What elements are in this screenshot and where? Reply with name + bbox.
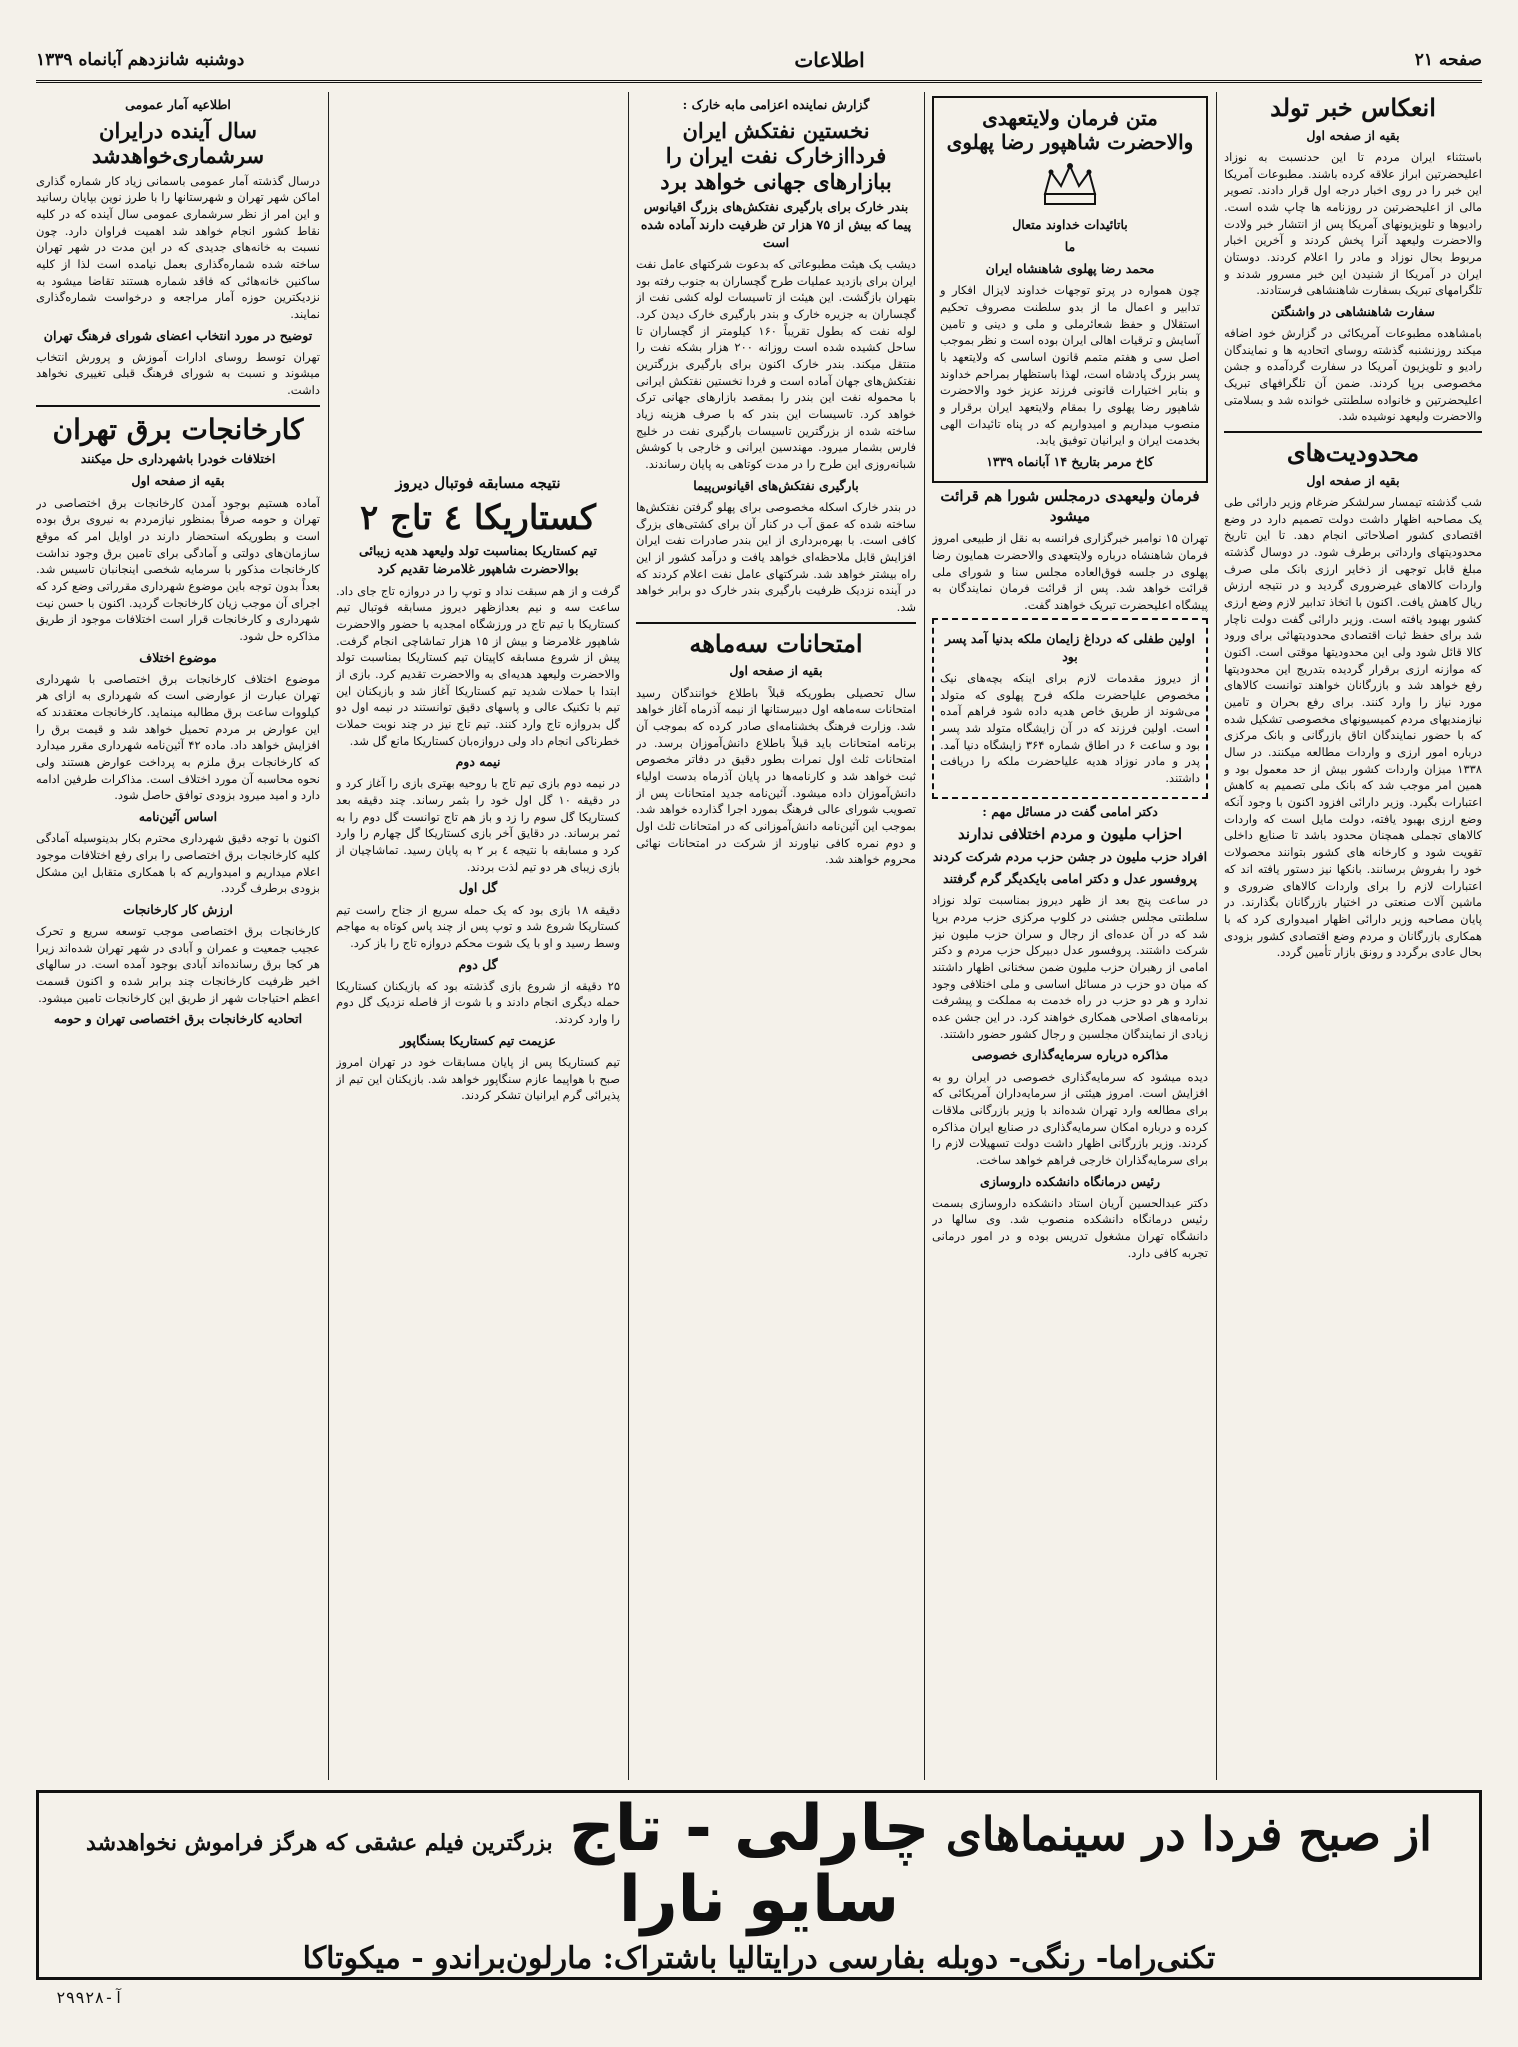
crown-emblem-icon	[1035, 158, 1105, 212]
kicker: گزارش نماینده اعزامی مابه خارک :	[682, 97, 870, 112]
subheading: بارگیری نفتکش‌های اقیانوس‌پیما	[693, 477, 859, 493]
subheading: ارزش کار کارخانجات	[123, 901, 233, 917]
article-body: بامشاهده مطبوعات آمریکائی در گزارش خود اضافه میکند روزنشنبه گذشته روسای اتحادیه ها و نمایندگان رادیو و تلویزیون آمریکا در سفارت گردآمده و جشن مخصوصی برپا کردند. ضمن آن تلگرافهای تبریک اعلیحضرتین و خانواده سلطنتی خوانده شد و بسلامتی والاحضرت ولیعهد نوشیده شد.	[1224, 326, 1482, 424]
article-body: در بندر خارک اسکله مخصوصی برای پهلو گرفتن نفتکش‌ها ساخته شده که عمق آب در کنار آن برای کشتی‌های بزرگ کافی است. با بهره‌برداری از این بندر صادرات نفت ایران افزایش قابل ملاحظه‌ای خواهد یافت و درآمد کشور از این راه بیشتر خواهد شد. شرکتهای عامل نفت اعلام کردند که در آینده نزدیک ظرفیت بارگیری بندر خارک دو برابر خواهد شد.	[636, 499, 916, 614]
box-title: اولین طفلی که درداغ زایمان ملکه بدنیا آمد پسر بود	[945, 630, 1195, 664]
article-title: انعکاس خبر تولد	[1270, 93, 1436, 122]
subheading: مذاکره درباره سرمایه‌گذاری خصوصی	[971, 1047, 1169, 1063]
divider	[1224, 431, 1482, 433]
score-headline: کستاریکا ٤ تاج ۲	[360, 497, 596, 538]
newspaper-name: اطلاعات	[794, 48, 865, 72]
invocation: باتائیدات خداوند متعال	[1012, 217, 1128, 232]
ad-film-title: سایو نارا	[618, 1862, 900, 1937]
column-rule	[924, 92, 925, 1780]
article-title: کارخانجات برق تهران	[52, 412, 304, 446]
ad-headline	[59, 1794, 1459, 1935]
column-rule	[1216, 92, 1217, 1780]
subheading: تیم کستاریکا بمناسبت تولد ولیعهد هدیه زیبائی بوالاحضرت شاهپور غلامرضا تقدیم کرد	[358, 543, 597, 577]
article-title: امتحانات سه‌ماهه	[689, 628, 863, 658]
article-body: درسال گذشته آمار عمومی باسمانی زیاد کار شماره گذاری اماکن شهر تهران و شهرستانها را با طرز نوین بپایان رسانید و این امر از نظر سرشماری عمومی سال آینده که در کلیه نقاط کشور انجام خواهد شد اهمیت فراوان دارد. چون نسبت به خانه‌های جدیدی که در این مدت در شهر تهران ساخته شده شماره‌گذاری بعمل نیامده است لذا از کلیه ساکنین خانه‌هائی که فاقد شماره هستند تقاضا میشود به نزدیکترین حوزه آمار مراجعه و درخواست شماره‌گذاری نمایند.	[36, 173, 320, 321]
page-number: صفحه ۲۱	[1414, 50, 1482, 70]
box-body: از دیروز مقدمات لازم برای اینکه بچه‌های نیک مخصوص علیاحضرت ملکه فرح پهلوی که متولد می‌شوند از طریق خاص هدیه داده شود فراهم آمده است. اولین فرزند که در آن زایشگاه متولد شد پسر بود و ساعت ۶ در اطاق شماره ۳۶۴ زایشگاه دنیا آمد. پدر و مادر نوزاد هدیه علیاحضرت ملکه را دریافت داشتند.	[940, 670, 1200, 785]
subheading: پروفسور عدل و دکتر امامی بایکدیگر گرم گرفتند	[943, 871, 1197, 887]
column-birth-news	[1224, 92, 1482, 1780]
subheading: موضوع اختلاف	[139, 649, 217, 665]
page-header	[36, 40, 1482, 83]
ad-cinemas: چارلی - تاج	[568, 1792, 930, 1867]
article-body: اکنون با توجه دقیق شهرداری محترم بکار بدینوسیله آمادگی کلیه کارخانجات برق اختصاصی را برای رفع اختلافات موجود اعلام میداریم و امیدواریم که با همکاری متقابل این مشکل بزودی برطرف گردد.	[36, 831, 320, 896]
article-body: تیم کستاریکا پس از پایان مسابقات خود در تهران امروز صبح با هواپیما عازم سنگاپور خواهد شد. بازیکنان این تیم از پذیرائی گرم ایرانیان تشکر کردند.	[336, 1054, 620, 1103]
column-decree	[932, 92, 1208, 1780]
divider	[636, 622, 916, 624]
subheading: گل دوم	[458, 956, 498, 972]
article-body: دقیقه ۱۸ بازی بود که یک حمله سریع از جناح راست تیم کستاریکا شروع شد و توپ پس از چند پاس کوتاه به مهاجم وسط رسید و او با یک شوت محکم دروازه تاج را باز کرد.	[336, 902, 620, 950]
article-body: آماده هستیم بوجود آمدن کارخانجات برق اختصاصی در تهران و حومه صرفاً بمنظور نیازمردم به نیروی برق بوده است و بطوریکه استحضار دارند در اوایل امر که موقع سازمان‌های دولتی و آمادگی برای تامین برق وجود نداشت کارخانجات مذکور با سرمایه شخصی اینجانبان تاسیس شد. بعداً بدون توجه باین موضوع شهرداری مقرراتی وضع کرد که اجرای آن موجب زیان کارخانجات گردید. اکنون با حسن نیت شهرداری و کارخانجات قرار است اختلافات موجود از طریق مذاکره حل شود.	[36, 495, 320, 643]
ad-details: تکنی‌راما- رنگی- دوبله بفارسی درایتالیا باشتراک: مارلون‌براندو - میکوتاکا	[302, 1940, 1216, 1976]
article-body: تهران ۱۵ نوامبر خبرگزاری فرانسه به نقل از طبیعی امروز فرمان شاهنشاه درباره ولایتعهدی والاحضرت همایون رضا پهلوی در جلسه فوق‌العاده مجلس سنا و شورای ملی قرائت خواهد شد. پس از قرائت فرمان نمایندگان به پیشگاه اعلیحضرت تبریک خواهند گفت.	[932, 531, 1208, 612]
subheading: اختلافات خودرا باشهرداری حل میکنند	[80, 451, 276, 467]
first-baby-box	[932, 618, 1208, 799]
article-body: دیده میشود که سرمایه‌گذاری خصوصی در ایران رو به افزایش است. امروز هیئتی از سرمایه‌داران آمریکائی که برای مطالعه وارد تهران شده‌اند با وزیر بازرگانی ملاقات کرده و درباره امکان سرمایه‌گذاری در صنایع ایران مذاکره کردند. وزیر بازرگانی اظهار داشت دولت تسهیلات لازم را برای سرمایه‌گذاران خارجی فراهم خواهد ساخت.	[932, 1069, 1208, 1167]
article-title: سال آینده درایران سرشماری‌خواهدشد	[91, 118, 265, 169]
subheading: بندر خارک برای بارگیری نفتکش‌های بزرگ اقیانوس پیما که بیش از ۷۵ هزار تن ظرفیت دارند آماده شده است	[640, 198, 912, 250]
continuation-note: بقیه از صفحه اول	[1306, 472, 1400, 488]
kicker: دکتر امامی گفت در مسائل مهم :	[982, 803, 1158, 819]
article-body: سال تحصیلی بطوریکه قبلاً باطلاع خوانندگان رسید امتحانات سه‌ماهه اول دبیرستانها از نیمه آذرماه آغاز خواهد شد. وزارت فرهنگ بخشنامه‌ای صادر کرده که بموجب آن برنامه امتحانات باید قبلاً باطلاع دانش‌آموزان برسد. در امتحانات ثلث اول نمرات بطور دقیق در دفاتر مخصوص ثبت خواهد شد و کارنامه‌ها در پایان آذرماه بدست اولیاء دانش‌آموزان داده میشود. آئین‌نامه جدید امتحانات پس از تصویب شورای عالی فرهنگ بمورد اجرا گذارده خواهد شد. بموجب این آئین‌نامه دانش‌آموزانی که در امتحانات ثلث اول و دوم نمره کافی نیاورند از شرکت در امتحانات نهائی محروم خواهند شد.	[636, 685, 916, 867]
column-rule	[328, 92, 329, 1780]
divider	[36, 405, 320, 407]
article-body: شب گذشته تیمسار سرلشکر ضرغام وزیر دارائی طی یک مصاحبه اظهار داشت دولت تصمیم دارد در وضع اقتصادی کشور اصلاحاتی انجام دهد. تا این تاریخ محدودیتهای وارداتی برطرف شود. در دوسال گذشته مبلغ قابل توجهی از ذخایر ارزی بانک ملی صرف واردات کالاهای غیرضروری گردید و در نتیجه ارزش ریال کاهش یافت. اکنون با اتخاذ تدابیر لازم وضع ارزی کشور بهبود یافته است. وزیر دارائی گفت دولت ناچار شد برای حفظ ثبات اقتصادی محدودیتهائی برای ورود کالا قائل شود ولی این محدودیتها موقتی است. اکنون که موازنه ارزی برقرار گردیده بتدریج این محدودیتها رفع خواهد شد و بازرگانان خواهند توانست کالاهای مورد نیاز را وارد کنند. برای رفع بحران و تامین نیازمندیهای مردم کمیسیونهای مخصوصی تشکیل شده که با حضور نمایندگان اتاق بازرگانی و بانک مرکزی درباره امور ارزی و واردات مطالعه میکنند. در سال ۱۳۳۸ میزان واردات کشور بیش از حد معمول بود و همین امر موجب شد که بانک ملی تصمیم به کاهش اعتبارات بگیرد. وزیر دارائی افزود اکنون با وجود آنکه وضع ارزی بهبود یافته، دولت مایل است که واردات کالاهای تجملی همچنان محدود باشد تا صنایع داخلی تقویت شود و کارخانه های کشور بتوانند محصولات خود را بفروش برسانند. بانکها نیز دستور یافته اند که اعتبارات لازم را برای واردات کالاهای ضروری و ماشین آلات صنعتی در اختیار بازرگانان بگذارند. در پایان مصاحبه وزیر دارائی اظهار امیدواری کرد که با همکاری بازرگانان و مردم وضع اقتصادی کشور بزودی بحال عادی برگردد و رونق بازار تأمین گردد.	[1224, 495, 1482, 960]
newspaper-page	[36, 40, 1482, 2030]
column-oil	[636, 92, 916, 1780]
signature: اتحادیه کارخانجات برق اختصاصی تهران و حومه	[53, 1011, 303, 1027]
cinema-advertisement	[36, 1790, 1482, 1980]
ad-intro: از صبح فردا در سینماهای	[945, 1807, 1432, 1862]
decree-box	[932, 96, 1208, 483]
signatory: محمد رضا پهلوی شاهنشاه ایران	[985, 261, 1155, 277]
issue-date: دوشنبه شانزدهم آبانماه ۱۳۳۹	[36, 50, 245, 70]
subheading: اساس آئین‌نامه	[138, 809, 218, 825]
article-title: متن فرمان ولایتعهدی والاحضرت شاهپور رضا پهلوی	[946, 106, 1194, 154]
column-rule	[628, 92, 629, 1780]
article-title: محدودیت‌های	[1286, 438, 1420, 468]
continuation-note: بقیه از صفحه اول	[729, 663, 823, 679]
article-body: در نیمه دوم بازی تیم تاج با روحیه بهتری بازی را آغاز کرد و در دقیقه ۱۰ گل اول خود را بثمر رساند. چند دقیقه بعد کستاریکا گل سوم را زد و باز هم تاج توانست گل دوم را به ثمر برساند. در دقایق آخر بازی کستاریکا گل چهارم را وارد کرد و مسابقه با نتیجه ٤ بر ۲ به پایان رسید. تماشاچیان از بازی زیبای هر دو تیم لذت بردند.	[336, 776, 620, 874]
subheading: سفارت شاهنشاهی در واشنگتن	[1271, 303, 1435, 319]
article-body: کارخانجات برق اختصاصی موجب توسعه سریع و تحرک عجیب جمعیت و عمران و آبادی در شهر تهران شده‌اند زیرا هر کجا برق رسانده‌اند آبادی بوجود آمده است. در سالهای اخیر ظرفیت کارخانجات چند برابر شده و اکنون قسمت اعظم احتیاجات شهر از طریق این کارخانجات تامین میشود.	[36, 924, 320, 1005]
article-body: دکتر عبدالحسین آریان استاد دانشکده داروسازی بسمت رئیس درمانگاه دانشکده منصوب شد. وی سالها در دانشگاه تهران مشغول تدریس بوده و در امور درمانی تجربه کافی دارد.	[932, 1195, 1208, 1260]
column-football	[336, 470, 620, 1780]
royal-we: ما	[1064, 239, 1076, 255]
kicker: اطلاعیه آمار عمومی	[125, 97, 231, 112]
decree-text: چون همواره در پرتو توجهات خداوند لایزال افکار و تدابیر و اعمال ما از بدو سلطنت مصروف تحکیم استقلال و حفظ شعائرملی و ملی و دینی و تامین آسایش و ترقیات اهالی ایران بوده است و نظر بموجب اصل سی و هفتم متمم قانون اساسی که ولایتعهد با پسر بزرگ پادشاه است، لهذا باستظهار بمراحم خداوند و بنابر اختیارات قانونی فرزند عزیز خود والاحضرت شاهپور رضا پهلوی را بمقام ولایتعهد ایران برقرار و منصوب میداریم و امیدواریم که در پناه تائیدات الهی بخدمت ایران و ایرانیان توفیق یابد.	[940, 283, 1200, 448]
article-body: ۲۵ دقیقه از شروع بازی گذشته بود که بازیکنان کستاریکا حمله دیگری انجام دادند و با شوت از فاصله نزدیک گل دوم را وارد کردند.	[336, 978, 620, 1027]
subheading: افراد حزب ملیون در جشن حزب مردم شرکت کردند	[932, 849, 1208, 865]
article-title: نتیجه مسابقه فوتبال دیروز	[395, 474, 561, 492]
subheading: نیمه دوم	[455, 754, 501, 770]
article-body: باستثناء ایران مردم تا این حدنسبت به نوزاد اعلیحضرتین ابراز علاقه کرده باشند. مطبوعات آمریکا این خبر را در روی اخبار درجه اول قرار دادند. تصویر مالی از اعلیحضرتین در روزنامه ها چاپ شده است. رادیوها و تلویزیونهای آمریکا پس از انتشار خبر ولادت والاحضرت ولیعهد آنرا پخش کردند و آخرین اخبار مربوط بحال نوزاد و مادر را اعلام کردند. دوستان ایران در آمریکا از شنیدن این خبر مسرور شدند و تلگرامهای تبریک بسفارت شاهنشاهی فرستادند.	[1224, 149, 1482, 298]
ad-code: آ-۲۹۹۲۸	[56, 1988, 124, 2007]
subheading: عزیمت تیم کستاریکا بسنگاپور	[400, 1032, 556, 1048]
article-title: نخستین نفتکش ایران فرداازخارک نفت ایران را ببازارهای جهانی خواهد برد	[660, 118, 892, 194]
ad-tagline: بزرگترین فیلم عشقی که هرگز فراموش نخواهدشد	[86, 1830, 553, 1857]
article-body: در ساعت پنج بعد از ظهر دیروز بمناسبت تولد نوزاد سلطنتی مجلس جشنی در کلوپ مرکزی حزب مردم برپا شد که در آن عده‌ای از رجال و سران حزب ملیون نیز شرکت داشتند. پروفسور عدل دبیرکل حزب مردم و دکتر امامی از رهبران حزب ملیون ضمن سخنانی اظهار داشتند که میان دو حزب در مسائل اساسی و ملی اختلافی وجود ندارد و هر دو حزب در راه خدمت به مملکت و پیشرفت برنامه‌های اصلاحی همکاری خواهند کرد. در این جشن عده زیادی از نمایندگان مجلسین و رجال کشور حضور داشتند.	[932, 893, 1208, 1041]
decree-date: کاخ مرمر بتاریخ ۱۴ آبانماه ۱۳۳۹	[986, 454, 1154, 470]
article-body: گرفت و از هم سبقت نداد و توپ را در دروازه تاج جای داد. ساعت سه و نیم بعدازظهر دیروز مسابقه فوتبال تیم کستاریکا با تیم تاج در ورزشگاه امجدیه با حضور والاحضرت شاهپور غلامرضا و بیش از ۱۵ هزار تماشاچی انجام گرفت. پیش از شروع مسابقه کاپیتان تیم کستاریکا بمناسبت تولد والاحضرت ولیعهد هدیه‌ای به والاحضرت تقدیم کرد. بازی از ابتدا با حملات شدید تیم کستاریکا آغاز شد و بازیکنان این تیم با تکنیک عالی و پاسهای دقیق توانستند در نیمه اول دو گل بدروازه تاج وارد کنند. تیم تاج نیز در چند نوبت حملات خطرناکی انجام داد ولی دروازه‌بان کستاریکا مانع گل شد.	[336, 583, 620, 748]
subheading: گل اول	[458, 880, 498, 896]
subheading: توضیح در مورد انتخاب اعضای شورای فرهنگ تهران	[43, 327, 313, 343]
article-body: موضوع اختلاف کارخانجات برق اختصاصی با شهرداری تهران عبارت از عوارضی است که شهرداری به ازای هر کیلووات ساعت برق مطالبه مینماید. کارخانجات معتقدند که این عوارض بر مردم تحمیل خواهد شد و قیمت برق را افزایش خواهد داد. ماده ۴۲ آئین‌نامه شهرداری مقرر میدارد که کارخانجات برق ملزم به پرداخت عوارض هستند ولی نحوه محاسبه آن مورد اختلاف است. مذاکرات طرفین ادامه دارد و امید میرود بزودی توافق حاصل شود.	[36, 671, 320, 803]
continuation-note: بقیه از صفحه اول	[131, 473, 225, 489]
column-census-electricity	[36, 92, 320, 1780]
article-body: تهران توسط روسای ادارات آموزش و پرورش انتخاب میشوند و نسبت به شورای فرهنگ قبلی تغییری نخواهد داشت.	[36, 349, 320, 398]
subheading: رئیس درمانگاه دانشکده داروسازی	[979, 1173, 1161, 1189]
continuation-note: بقیه از صفحه اول	[1306, 127, 1400, 143]
article-title: احزاب ملیون و مردم اختلافی ندارند	[957, 824, 1183, 843]
article-body: دیشب یک هیئت مطبوعاتی که بدعوت شرکتهای عامل نفت ایران برای بازدید عملیات طرح گچساران به جنوب رفته بود بتهران بازگشت. این هیئت از تاسیسات لوله کشی نفت از گچساران به جزیره خارک و بندر بارگیری خارک دیدن کرد. لوله نفت که بطول تقریباً ۱۶۰ کیلومتر از گچساران تا ساحل کشیده شده است روزانه ۲۰۰ هزار بشکه نفت را منتقل میکند. بندر خارک اکنون برای بارگیری بزرگترین نفتکش‌های جهان آماده است و فردا نخستین نفتکش ایرانی با محموله نفت این بندر را بمقصد بازارهای جهانی ترک خواهد کرد. تاسیسات این بندر که با صرف هزینه زیاد ساخته شده از بزرگترین تاسیسات بارگیری نفت در خلیج فارس بشمار میرود. مهندسین ایرانی و خارجی با کوشش شبانه‌روزی این طرح را در مدت کوتاهی به پایان رساندند.	[636, 257, 916, 472]
article-title: فرمان ولیعهدی درمجلس شورا هم قرائت میشود	[940, 487, 1200, 525]
